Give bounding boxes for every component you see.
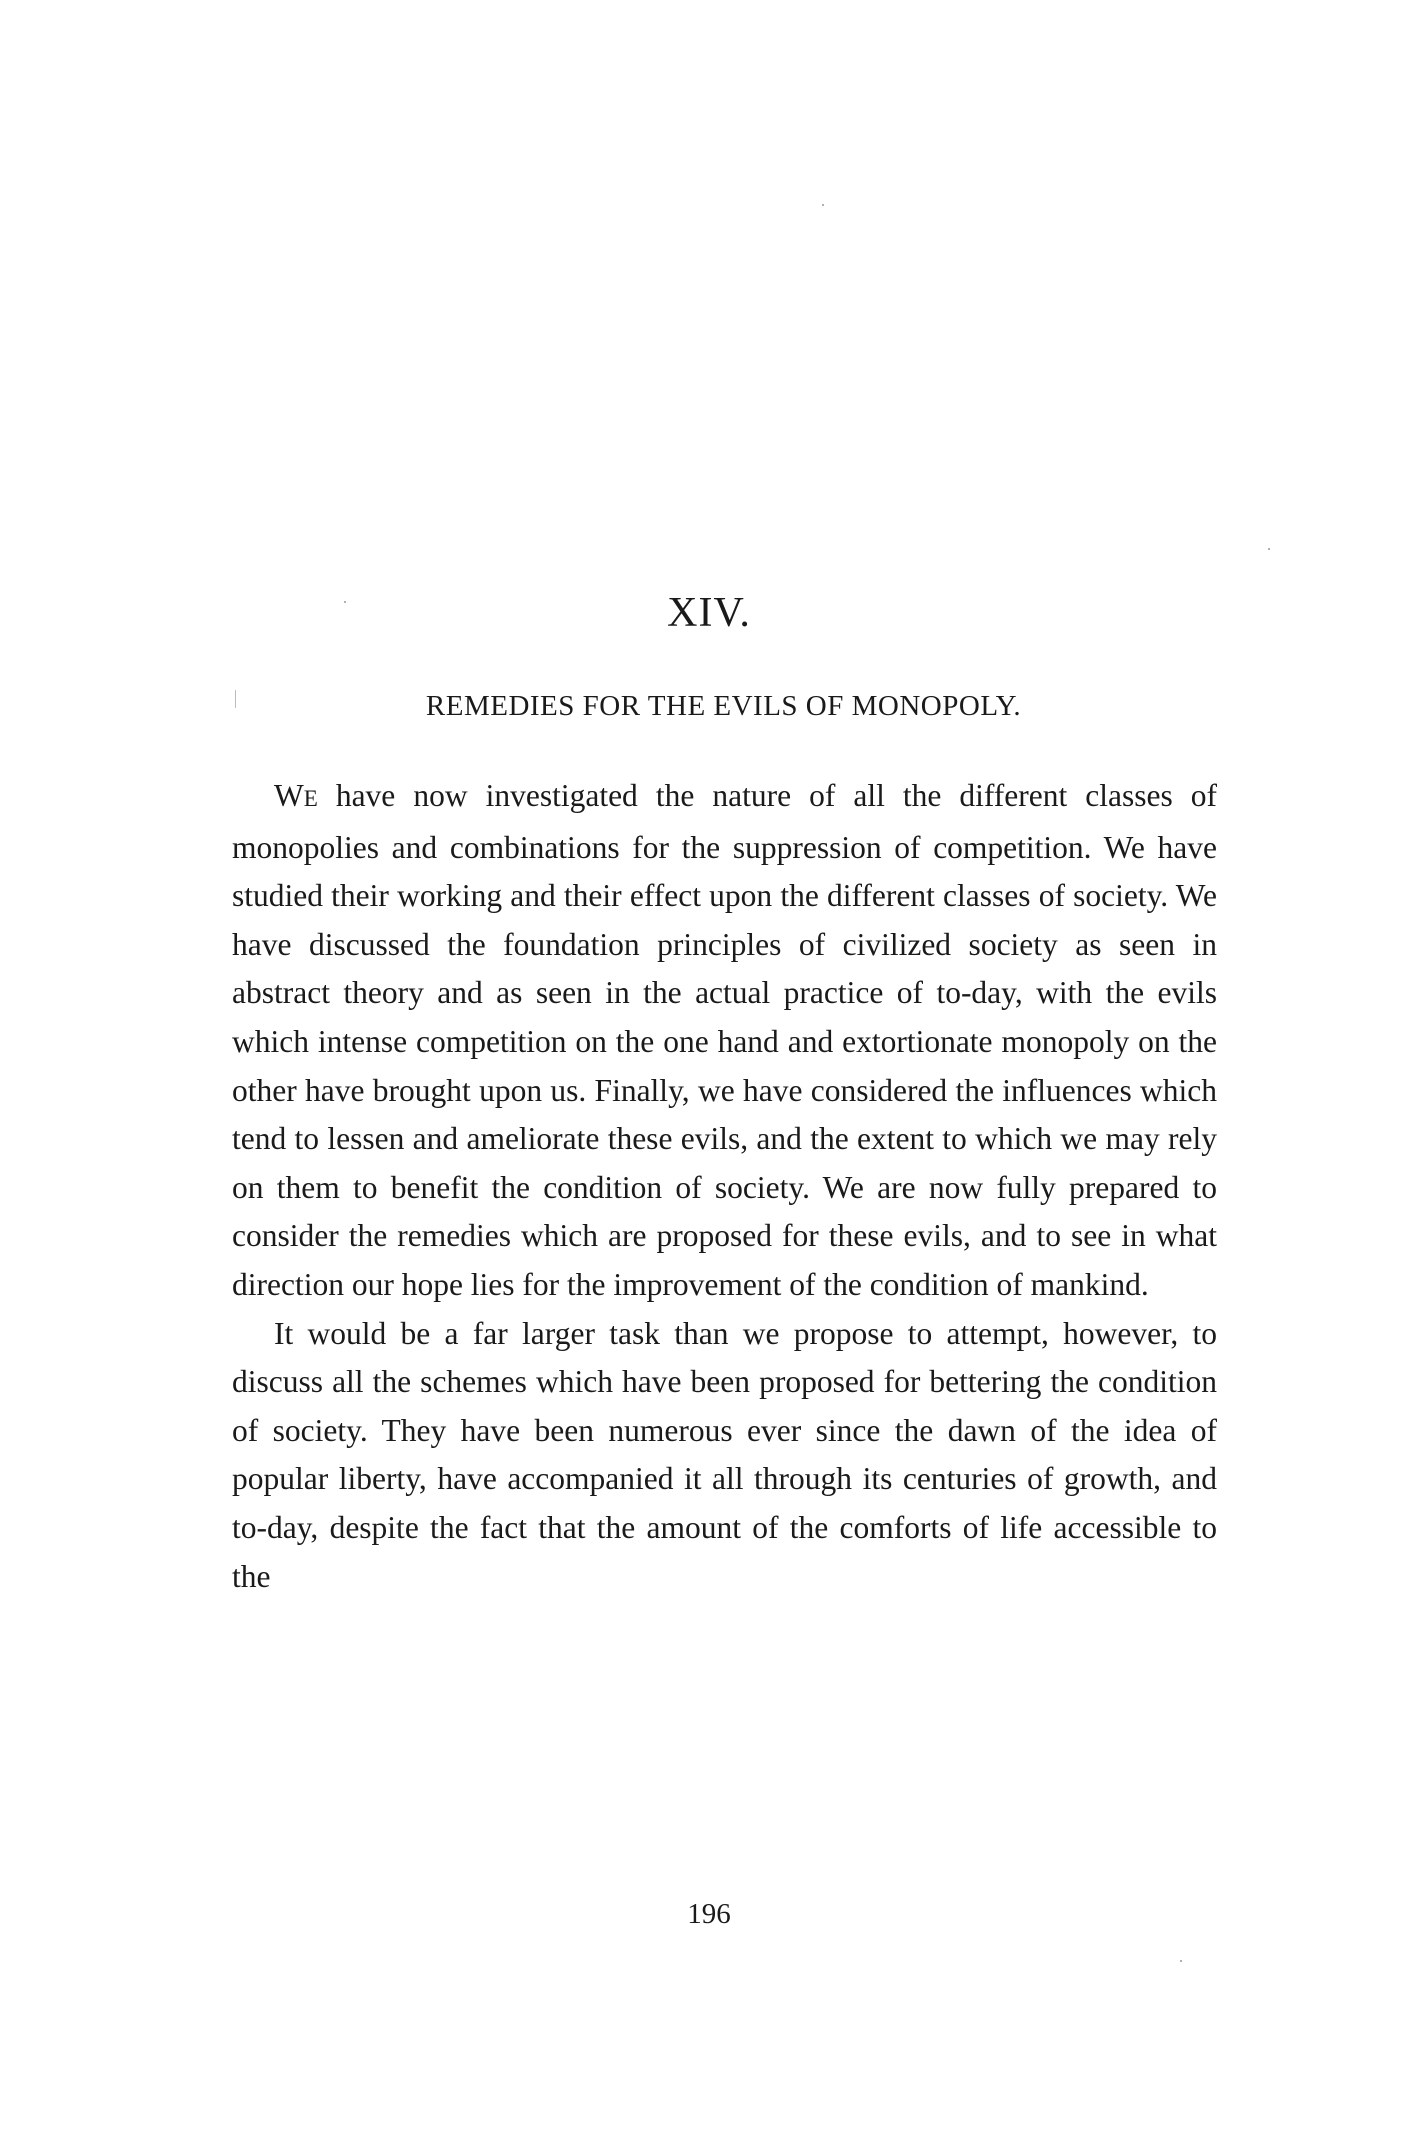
scan-speck: [822, 204, 824, 206]
paragraph-2: [232, 1310, 1217, 1602]
paragraph-2-text: It would be a far larger task than we propose to attempt, however, to discuss all the schemes which have been proposed for bettering the condition of society. They have been numerous ever since the dawn of the idea of popular liberty, have accompanied it all through its centuries of growth, and to-day, despite the fact that the amount of the comforts of life accessible to the: [232, 1315, 1217, 1594]
paragraph-1: [232, 772, 1217, 1310]
scan-speck: [235, 690, 236, 708]
chapter-number: XIV.: [667, 590, 751, 636]
page-number: 196: [687, 1898, 731, 1930]
paragraph-1-text: have now investigated the nature of all the different classes of monopolies and combinations for the suppression of competition. We have studied their working and their effect upon the different classes of society. We have discussed the foundation principles of civilized society as seen in abstract theory and as seen in the actual practice of to-day, with the evils which intense competition on the one hand and extortionate monopoly on the other have brought upon us. Finally, we have considered the influences which tend to lessen and ameliorate these evils, and the extent to which we may rely on them to benefit the condition of society. We are now fully prepared to consider the remedies which are proposed for these evils, and to see in what direction our hope lies for the improvement of the condition of mankind.: [232, 778, 1217, 1302]
scan-speck: [1180, 1960, 1182, 1962]
body-text: [232, 772, 1217, 1601]
scan-speck: [1268, 548, 1270, 550]
scan-speck: [344, 601, 346, 603]
paragraph-lead-smallcaps: WE: [274, 778, 318, 813]
chapter-title: REMEDIES FOR THE EVILS OF MONOPOLY.: [425, 690, 1022, 722]
